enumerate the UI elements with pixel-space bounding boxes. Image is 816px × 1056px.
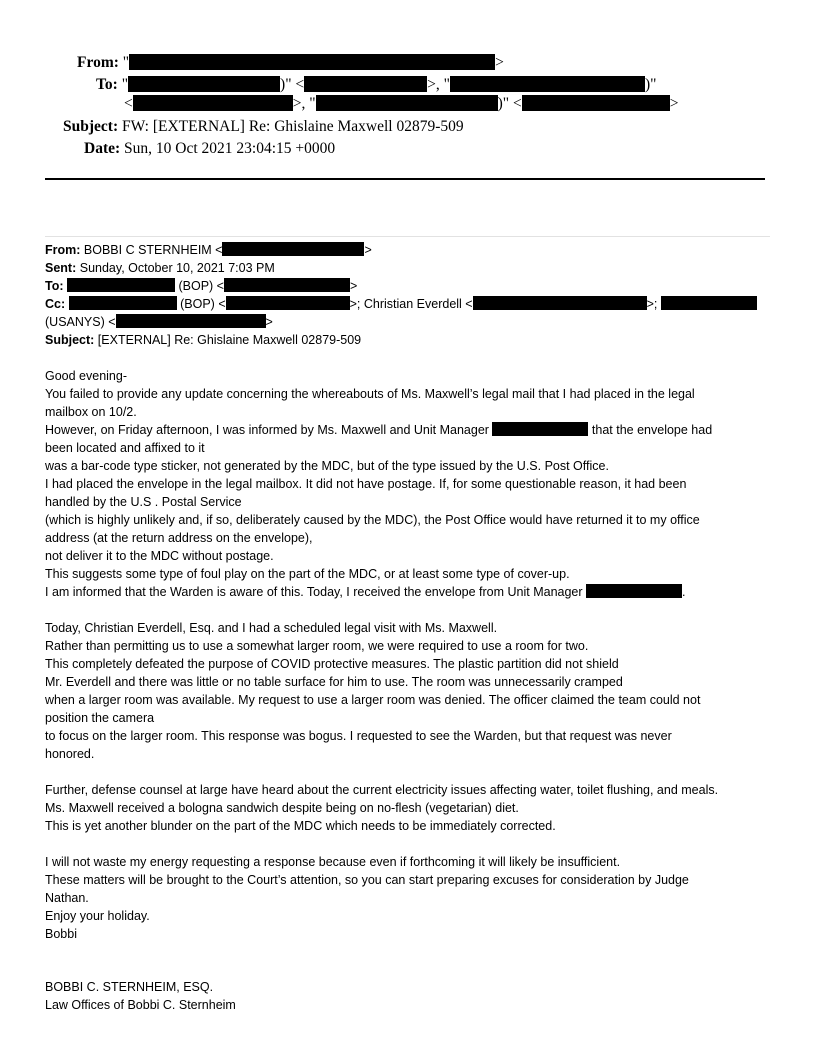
gt-comma-quote: >, " — [427, 76, 450, 93]
redaction-block — [67, 278, 175, 292]
message-separator — [45, 236, 770, 237]
to-label: To: — [45, 279, 64, 293]
inner-header — [45, 241, 775, 349]
redaction-block — [129, 54, 495, 70]
body-line: This is yet another blunder on the part of the MDC which needs to be immediately corrected. — [45, 819, 556, 833]
body-line: Rather than permitting us to use a somewhat larger room, we were required to use a room for two. — [45, 639, 589, 653]
cc-end: >; — [646, 297, 658, 311]
body-line: Mr. Everdell and there was little or no table surface for him to use. The room was unnecessarily cramped — [45, 675, 623, 689]
body-line: Further, defense counsel at large have heard about the current electricity issues affecting water, toilet flushing, and meals. — [45, 783, 719, 797]
gt-comma-quote: >, " — [292, 95, 316, 112]
redaction-block — [226, 296, 350, 310]
paragraph-gap — [45, 763, 775, 781]
body-line: Good evening- — [45, 369, 128, 383]
to-label: To: — [96, 76, 118, 93]
body-line: Bobbi — [45, 927, 77, 941]
inner-from-row — [45, 241, 775, 259]
body-line: been located and affixed to it — [45, 441, 205, 455]
outer-subject-row — [63, 117, 464, 137]
outer-to-row-continued — [124, 94, 678, 114]
body-text: that the envelope had — [591, 423, 713, 437]
angle-close: > — [364, 243, 372, 257]
body-line: You failed to provide any update concerning the whereabouts of Ms. Maxwell’s legal mail that I had placed in the legal — [45, 387, 695, 401]
redaction-block — [224, 278, 350, 292]
body-line: to focus on the larger room. This response was bogus. I requested to see the Warden, but that request was never — [45, 729, 672, 743]
redaction-block — [492, 422, 588, 436]
subject-label: Subject: — [63, 118, 119, 135]
angle-open: < — [124, 95, 133, 112]
body-line: These matters will be brought to the Court’s attention, so you can start preparing excuses for consideration by Judge — [45, 873, 689, 887]
body-line: I will not waste my energy requesting a response because even if forthcoming it will likely be insufficient. — [45, 855, 621, 869]
angle-close: > — [349, 279, 358, 293]
close-quote-lt: )" < — [497, 95, 522, 112]
body-line: This suggests some type of foul play on the part of the MDC, or at least some type of cover-up. — [45, 567, 570, 581]
signature-firm: Law Offices of Bobbi C. Sternheim — [45, 998, 236, 1012]
redaction-block — [473, 296, 647, 310]
angle-close: > — [265, 315, 273, 329]
sent-text: Sunday, October 10, 2021 7:03 PM — [79, 261, 275, 275]
redaction-block — [133, 95, 293, 111]
cc-label: Cc: — [45, 297, 66, 311]
redaction-block — [128, 76, 280, 92]
date-label: Date: — [84, 140, 121, 157]
body-line: Enjoy your holiday. — [45, 909, 150, 923]
sent-label: Sent: — [45, 261, 77, 275]
subject-text: FW: [EXTERNAL] Re: Ghislaine Maxwell 02879-509 — [121, 118, 464, 135]
body-text: I am informed that the Warden is aware of this. Today, I received the envelope from Unit Manager — [45, 585, 583, 599]
body-text: . — [682, 585, 686, 599]
redaction-block — [586, 584, 682, 598]
body-line: not deliver it to the MDC without postage. — [45, 549, 274, 563]
usanys-text: (USANYS) < — [45, 315, 116, 329]
from-label: From: — [77, 54, 119, 71]
inner-cc-row — [45, 295, 775, 313]
redaction-block — [661, 296, 757, 310]
signature-block — [45, 978, 775, 1014]
bop-text: (BOP) < — [180, 297, 226, 311]
quote-mark: " — [122, 54, 130, 71]
redaction-block — [522, 95, 670, 111]
header-divider — [45, 178, 765, 180]
body-line — [45, 583, 775, 601]
inner-subject-row — [45, 331, 775, 349]
signature-name: BOBBI C. STERNHEIM, ESQ. — [45, 980, 214, 994]
body-line — [45, 421, 775, 439]
angle-close: > — [669, 95, 679, 112]
body-line: was a bar-code type sticker, not generated by the MDC, but of the type issued by the U.S. Post Office. — [45, 459, 609, 473]
subject-text: [EXTERNAL] Re: Ghislaine Maxwell 02879-509 — [97, 333, 362, 347]
redaction-block — [69, 296, 177, 310]
outer-from-row — [77, 53, 504, 73]
quote-mark: " — [121, 76, 129, 93]
angle-close: > — [495, 54, 504, 71]
paragraph-gap — [45, 601, 775, 619]
subject-label: Subject: — [45, 333, 95, 347]
body-line: Ms. Maxwell received a bologna sandwich despite being on no-flesh (vegetarian) diet. — [45, 801, 519, 815]
close-quote-lt: )" < — [280, 76, 305, 93]
from-label: From: — [45, 243, 81, 257]
body-line: when a larger room was available. My request to use a larger room was denied. The officer claimed the team could not — [45, 693, 701, 707]
redaction-block — [222, 242, 364, 256]
body-line: honored. — [45, 747, 95, 761]
redaction-block — [316, 95, 498, 111]
message-body — [45, 367, 775, 943]
body-line: Today, Christian Everdell, Esq. and I had a scheduled legal visit with Ms. Maxwell. — [45, 621, 498, 635]
inner-to-row — [45, 277, 775, 295]
body-line: This completely defeated the purpose of COVID protective measures. The plastic partition did not shield — [45, 657, 619, 671]
outer-date-row — [84, 139, 335, 159]
body-line: handled by the U.S . Postal Service — [45, 495, 242, 509]
from-name: BOBBI C STERNHEIM < — [83, 243, 223, 257]
inner-cc-row-continued — [45, 313, 775, 331]
body-line: address (at the return address on the envelope), — [45, 531, 313, 545]
body-text: However, on Friday afternoon, I was informed by Ms. Maxwell and Unit Manager — [45, 423, 489, 437]
redaction-block — [450, 76, 645, 92]
body-line: mailbox on 10/2. — [45, 405, 137, 419]
close-quote: )" — [644, 76, 657, 93]
outer-to-row — [96, 75, 656, 95]
redaction-block — [116, 314, 266, 328]
bop-text: (BOP) < — [178, 279, 224, 293]
cc-middle: >; Christian Everdell < — [349, 297, 473, 311]
body-line: position the camera — [45, 711, 155, 725]
body-line: (which is highly unlikely and, if so, deliberately caused by the MDC), the Post Office would have returned it to my office — [45, 513, 700, 527]
inner-sent-row — [45, 259, 775, 277]
paragraph-gap — [45, 835, 775, 853]
date-text: Sun, 10 Oct 2021 23:04:15 +0000 — [124, 140, 336, 157]
body-line: I had placed the envelope in the legal mailbox. It did not have postage. If, for some questionable reason, it had been — [45, 477, 687, 491]
redaction-block — [304, 76, 427, 92]
body-line: Nathan. — [45, 891, 89, 905]
